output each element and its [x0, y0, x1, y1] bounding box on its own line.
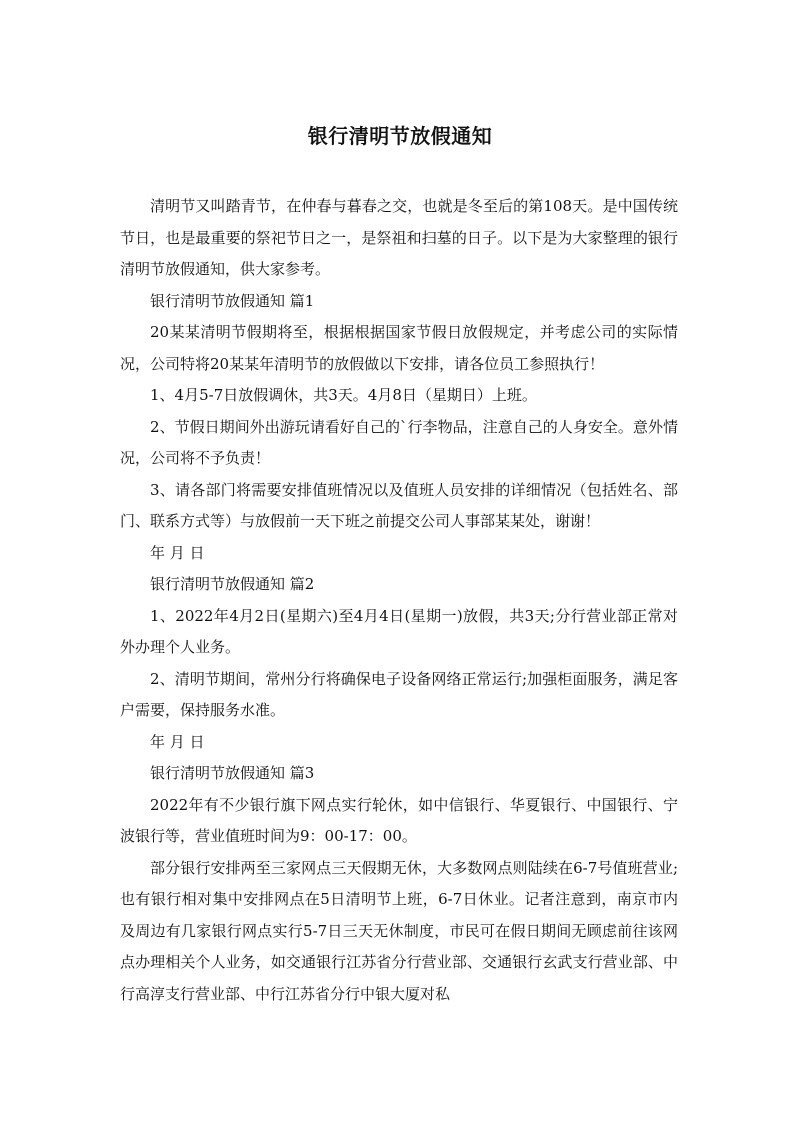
document-title: 银行清明节放假通知 [307, 124, 493, 148]
list-item: 2、清明节期间，常州分行将确保电子设备网络正常运行;加强柜面服务，满足客户需要，保持服务水准。 [120, 669, 678, 719]
paragraph: 20某某清明节假期将至，根据根据国家节假日放假规定，并考虑公司的实际情况，公司特将20某某年清明节的放假做以下安排，请各位员工参照执行！ [120, 323, 678, 373]
section-heading-2: 银行清明节放假通知 篇2 [150, 575, 315, 593]
section-heading-1: 银行清明节放假通知 篇1 [150, 291, 315, 310]
list-item: 2、节假日期间外出游玩请看好自己的`行李物品，注意自己的人身安全。意外情况，公司将不予负责！ [120, 417, 678, 467]
paragraph: 2022年有不少银行旗下网点实行轮休，如中信银行、华夏银行、中国银行、宁波银行等，营业值班时间为9：00-17：00。 [120, 795, 678, 845]
list-item: 3、请各部门将需要安排值班情况以及值班人员安排的详细情况（包括姓名、部门、联系方式等）与放假前一天下班之前提交公司人事部某某处，谢谢！ [120, 480, 678, 530]
document-body [120, 191, 678, 1010]
list-item: 1、2022年4月2日(星期六)至4月4日(星期一)放假，共3天;分行营业部正常对外办理个人业务。 [120, 606, 678, 656]
paragraph-intro: 清明节又叫踏青节，在仲春与暮春之交，也就是冬至后的第108天。是中国传统节日，也是最重要的祭祀节日之一，是祭祖和扫墓的日子。以下是为大家整理的银行清明节放假通知，供大家参考。 [120, 197, 678, 278]
paragraph: 部分银行安排两至三家网点三天假期无休，大多数网点则陆续在6-7号值班营业;也有银行相对集中安排网点在5日清明节上班，6-7日休业。记者注意到，南京市内及周边有几家银行网点实行5-7日三天无休制度，市民可在假日期间无顾虑前往该网点办理相关个人业务，如交通银行江苏省分行营业部、交通银行玄武支行营业部、中行高淳支行营业部、中行江苏省分行中银大厦对私 [120, 858, 678, 1003]
section-heading-3: 银行清明节放假通知 篇3 [150, 764, 315, 782]
list-item: 1、4月5-7日放假调休，共3天。4月8日（星期日）上班。 [150, 386, 537, 404]
date-line: 年 月 日 [150, 543, 205, 562]
date-line: 年 月 日 [150, 732, 205, 751]
